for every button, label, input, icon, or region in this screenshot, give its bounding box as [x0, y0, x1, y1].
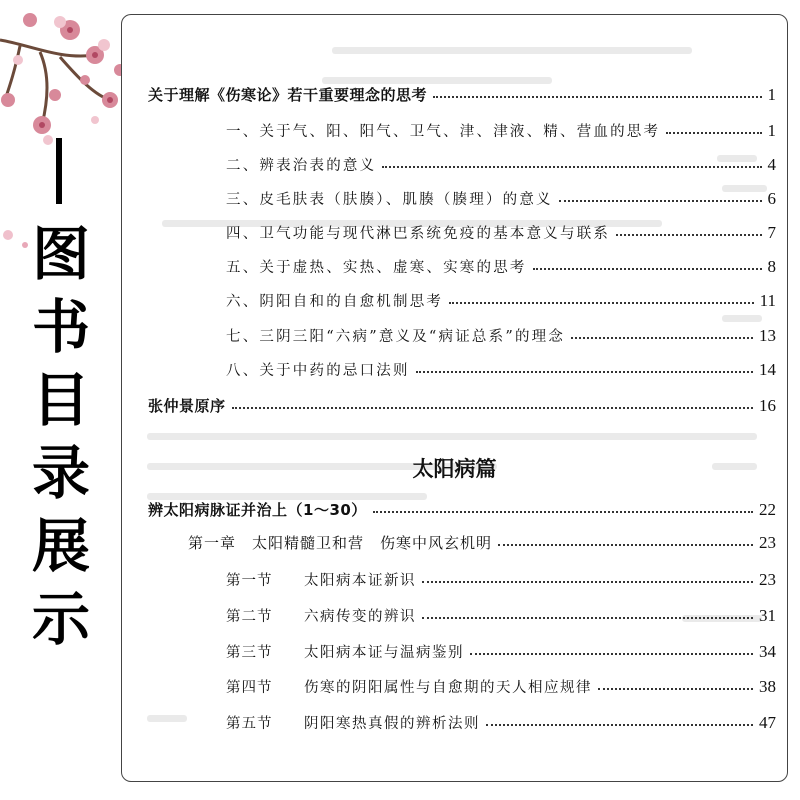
banner-bar — [56, 138, 62, 204]
toc-entry — [226, 352, 776, 380]
banner-char: 书 — [31, 293, 90, 361]
toc-entry — [148, 388, 776, 416]
entry-title: 二、辨表治表的意义 — [226, 158, 377, 174]
page-number: 31 — [759, 606, 776, 625]
dot-leader — [470, 653, 753, 655]
toc-entry — [226, 181, 776, 209]
entry-title: 太阳病本证新识 — [304, 573, 416, 589]
entry-title: 太阳病本证与温病鉴别 — [304, 645, 464, 661]
dot-leader — [433, 96, 761, 98]
page-number: 38 — [759, 677, 776, 696]
dot-leader — [559, 200, 762, 202]
section-number: 第二节 — [226, 609, 273, 625]
dot-leader — [666, 132, 761, 134]
entry-title: 辨太阳病脉证并治上（1～30） — [148, 501, 367, 519]
banner-char: 示 — [31, 585, 90, 653]
page-number: 1 — [767, 121, 776, 140]
page-number: 8 — [767, 257, 776, 276]
page-number: 22 — [759, 500, 776, 519]
section-number: 第四节 — [226, 680, 273, 696]
page-number: 6 — [767, 189, 776, 208]
toc-entry — [226, 113, 776, 141]
dot-leader — [422, 581, 753, 583]
toc-entry — [226, 283, 776, 311]
page-number: 14 — [759, 360, 776, 379]
toc-entry — [226, 634, 776, 662]
page-number: 13 — [759, 326, 776, 345]
entry-title: 四、卫气功能与现代淋巴系统免疫的基本意义与联系 — [226, 226, 611, 242]
dot-leader — [416, 371, 753, 373]
dot-leader — [498, 544, 753, 546]
page-number: 47 — [759, 713, 776, 732]
dot-leader — [486, 724, 753, 726]
page-number: 7 — [767, 223, 776, 242]
toc-entry — [226, 249, 776, 277]
page-number: 16 — [759, 396, 776, 415]
section-number: 第五节 — [226, 716, 273, 732]
dot-leader — [533, 268, 762, 270]
entry-title: 阴阳寒热真假的辨析法则 — [304, 716, 480, 732]
entry-title: 五、关于虚热、实热、虚寒、实寒的思考 — [226, 260, 527, 276]
toc-entry — [226, 215, 776, 243]
entry-title: 关于理解《伤寒论》若干重要理念的思考 — [148, 86, 428, 104]
toc-entry — [188, 525, 776, 553]
section-heading: 太阳病篇 — [412, 457, 497, 481]
dot-leader — [232, 407, 753, 409]
entry-title: 第一章 太阳精髓卫和营 伤寒中风玄机明 — [188, 534, 493, 552]
toc-entry — [226, 562, 776, 590]
section-number: 第一节 — [226, 573, 273, 589]
toc-page — [121, 14, 788, 782]
dot-leader — [422, 617, 753, 619]
banner-char: 目 — [31, 366, 90, 434]
dot-leader — [598, 688, 753, 690]
page-number: 11 — [759, 291, 776, 310]
toc-entry — [148, 492, 776, 520]
page-number: 23 — [759, 533, 776, 552]
plum-blossom-decoration — [0, 0, 140, 200]
entry-title: 一、关于气、阳、阳气、卫气、津、津液、精、营血的思考 — [226, 124, 661, 140]
dot-leader — [616, 234, 761, 236]
banner-char: 展 — [31, 512, 90, 580]
page-number: 34 — [759, 642, 776, 661]
banner-char: 录 — [31, 439, 90, 507]
banner-char: 图 — [31, 220, 90, 288]
dot-leader — [373, 511, 753, 513]
page-number: 4 — [767, 155, 776, 174]
dot-leader — [571, 337, 753, 339]
toc-entry — [226, 318, 776, 346]
entry-title: 张仲景原序 — [148, 397, 226, 415]
entry-title: 七、三阴三阳“六病”意义及“病证总系”的理念 — [226, 329, 566, 345]
entry-title: 六病传变的辨识 — [304, 609, 416, 625]
page-number: 1 — [767, 85, 776, 104]
section-number: 第三节 — [226, 645, 273, 661]
dot-leader — [449, 302, 754, 304]
entry-title: 三、皮毛肤表（肤腠）、肌腠（腠理）的意义 — [226, 192, 553, 208]
entry-title: 八、关于中药的忌口法则 — [226, 363, 410, 379]
toc-entry — [226, 147, 776, 175]
page-number: 23 — [759, 570, 776, 589]
entry-title: 六、阴阳自和的自愈机制思考 — [226, 294, 444, 310]
dot-leader — [382, 166, 761, 168]
toc-entry — [226, 705, 776, 733]
toc-entry — [226, 669, 776, 697]
entry-title: 伤寒的阴阳属性与自愈期的天人相应规律 — [304, 680, 592, 696]
toc-entry — [226, 598, 776, 626]
banner-title — [26, 218, 96, 656]
toc-entry — [148, 77, 776, 105]
